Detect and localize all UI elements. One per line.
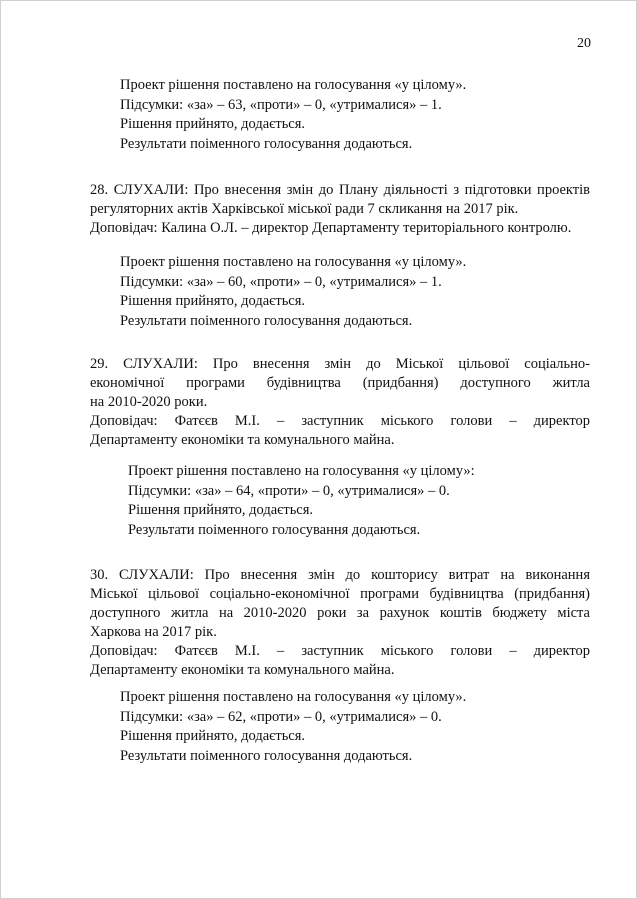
vote-summary-top xyxy=(120,76,466,154)
item-speaker-line: Департаменту економіки та комунального майна. xyxy=(90,432,395,448)
agenda-item-28 xyxy=(90,181,590,238)
item-text-line: регуляторних актів Харківської міської ради 7 скликання на 2017 рік. xyxy=(90,201,519,217)
vote-summary-30 xyxy=(120,688,466,766)
item-text-line: Міської цільової соціально-економічної програми будівництва (придбання) xyxy=(90,586,590,602)
item-text-line: на 2010-2020 роки. xyxy=(90,394,208,410)
vote-line: Результати поіменного голосування додаються. xyxy=(120,747,413,764)
vote-line: Рішення прийнято, додається. xyxy=(128,502,314,518)
agenda-item-29 xyxy=(90,355,590,450)
vote-line: Результати поіменного голосування додаються. xyxy=(128,521,421,538)
vote-line: Підсумки: «за» – 60, «проти» – 0, «утрималися» – 1. xyxy=(120,273,442,290)
item-text-line: Харкова на 2017 рік. xyxy=(90,624,217,640)
item-text-line: економічної програми будівництва (придбання) доступного житла xyxy=(90,375,590,391)
vote-line: Проект рішення поставлено на голосування «у цілому»: xyxy=(128,463,475,479)
item-text-line: 28. СЛУХАЛИ: Про внесення змін до Плану діяльності з підготовки проектів xyxy=(90,182,590,198)
item-text-line: 30. СЛУХАЛИ: Про внесення змін до кошторису витрат на виконання xyxy=(90,567,590,583)
vote-line: Проект рішення поставлено на голосування «у цілому». xyxy=(120,77,467,93)
item-text-line: 29. СЛУХАЛИ: Про внесення змін до Міської цільової соціально- xyxy=(90,356,590,372)
vote-line: Результати поіменного голосування додаються. xyxy=(120,135,413,152)
vote-line: Рішення прийнято, додається. xyxy=(120,116,306,132)
agenda-item-30 xyxy=(90,566,590,680)
item-speaker-line: Доповідач: Фатєєв М.І. – заступник міського голови – директор xyxy=(90,643,590,659)
vote-line: Проект рішення поставлено на голосування «у цілому». xyxy=(120,689,467,705)
vote-line: Підсумки: «за» – 62, «проти» – 0, «утрималися» – 0. xyxy=(120,708,442,725)
item-speaker-line: Доповідач: Калина О.Л. – директор Департаменту територіального контролю. xyxy=(90,220,572,236)
vote-line: Проект рішення поставлено на голосування «у цілому». xyxy=(120,254,467,270)
page-number: 20 xyxy=(577,36,591,51)
item-text-line: доступного житла на 2010-2020 роки за рахунок коштів бюджету міста xyxy=(90,605,590,621)
vote-line: Рішення прийнято, додається. xyxy=(120,293,306,309)
item-speaker-line: Департаменту економіки та комунального майна. xyxy=(90,662,395,678)
vote-line: Підсумки: «за» – 63, «проти» – 0, «утрималися» – 1. xyxy=(120,96,442,113)
vote-summary-29 xyxy=(128,462,475,540)
vote-line: Результати поіменного голосування додаються. xyxy=(120,312,413,329)
vote-summary-28 xyxy=(120,253,466,331)
vote-line: Підсумки: «за» – 64, «проти» – 0, «утрималися» – 0. xyxy=(128,482,450,499)
vote-line: Рішення прийнято, додається. xyxy=(120,728,306,744)
item-speaker-line: Доповідач: Фатєєв М.І. – заступник міського голови – директор xyxy=(90,413,590,429)
